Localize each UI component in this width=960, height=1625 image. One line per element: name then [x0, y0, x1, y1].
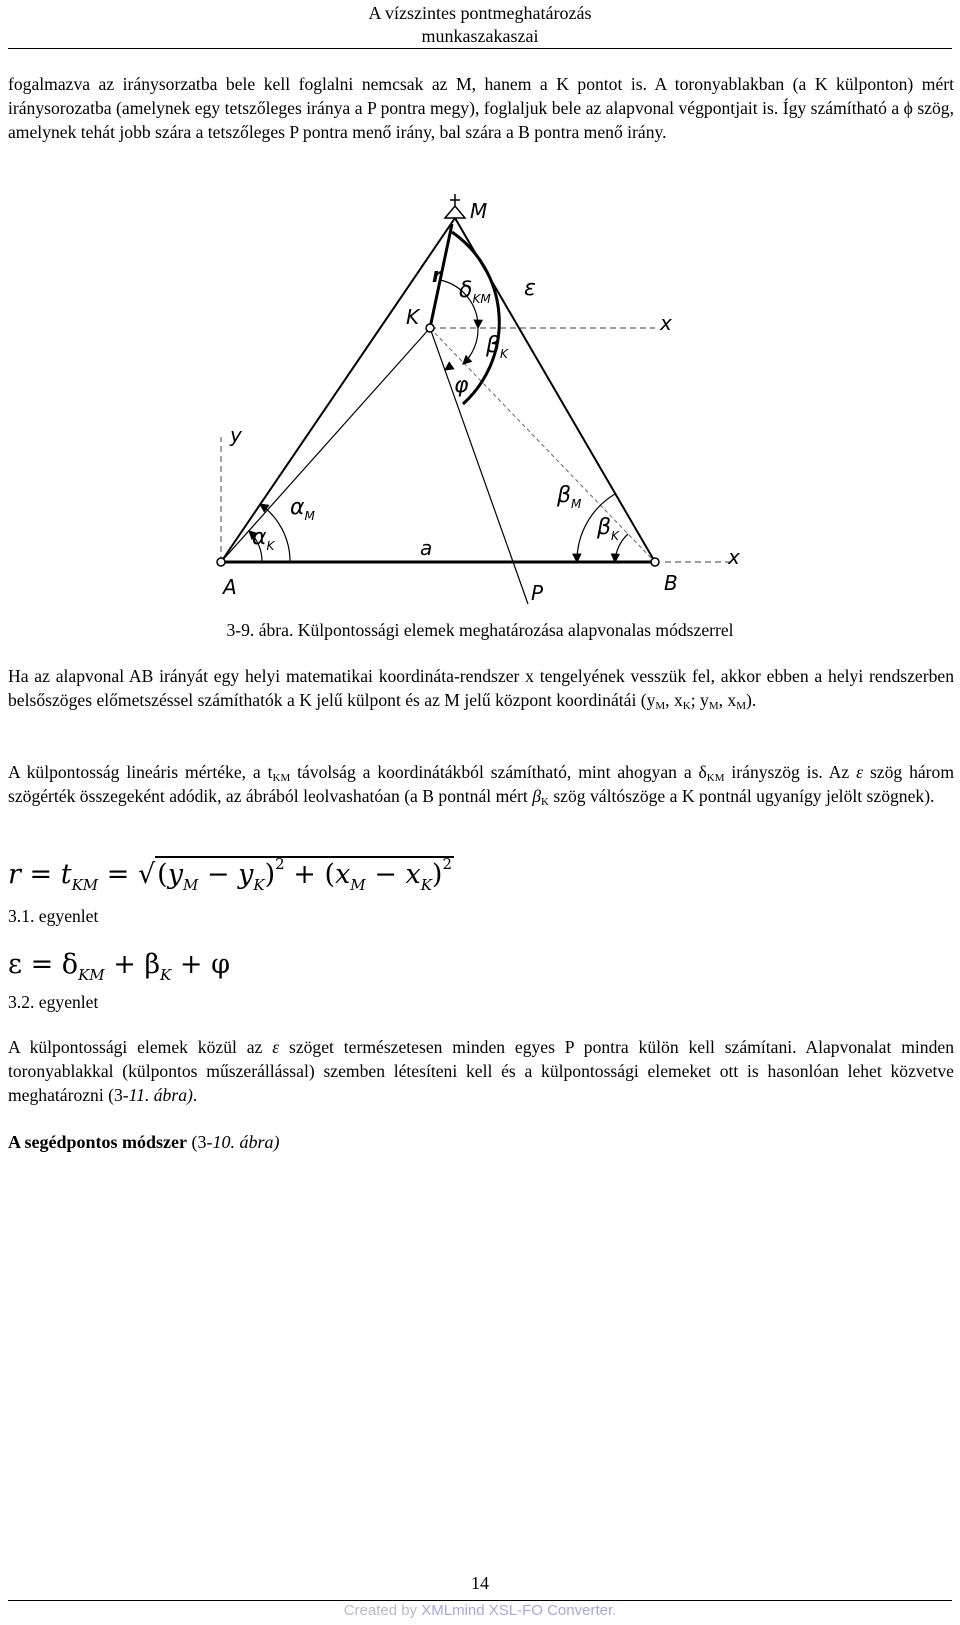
label-a-lower: a [420, 536, 433, 560]
label-x: x [728, 545, 740, 569]
label-b: B [664, 571, 678, 595]
label-p: P [531, 581, 544, 605]
equation-3-2-label: 3.2. egyenlet [8, 992, 99, 1012]
header-divider [8, 48, 952, 49]
square-root: $(y_M - y_K)^2 + (x_M - x_K)^2$ [157, 855, 452, 894]
page-header [0, 0, 960, 48]
label-delta: $\delta_{KM}$ [459, 278, 491, 306]
label-epsilon: ε [524, 276, 536, 301]
label-beta-k-bottom: $\beta_K$ [597, 515, 619, 543]
phi-arc [445, 367, 450, 370]
line-a-m [221, 218, 455, 562]
beta-k-arc-k [463, 328, 478, 364]
section-heading: A segédpontos módszer (3-10. ábra) [8, 1132, 280, 1152]
label-phi: φ [454, 373, 469, 398]
label-a: A [223, 575, 237, 599]
credit-link[interactable]: XMLmind XSL-FO Converter [421, 1602, 613, 1619]
paragraph-method-note: A külpontossági elemek közül az ε szöget természetesen minden egyes P pontra külön kell számítani. Alapvonalat minden toronyablakkal (külpontos műszerállással) szemben létesíteni kell és a külpontossági elemeket ott is hasonlóan lehet közvetve meghatározni (3-11. ábra). [8, 1037, 954, 1105]
point-b [651, 558, 659, 566]
label-r: r [432, 263, 442, 287]
header-title-line1: A vízszintes pontmeghatározás [368, 3, 592, 23]
page-number: 14 [471, 1573, 489, 1593]
label-beta-k-top: $\beta_K$ [486, 333, 508, 361]
label-beta-m: $\beta_M$ [557, 483, 582, 511]
equation-3-1-label: 3.1. egyenlet [8, 906, 99, 926]
paragraph-eccentricity: A külpontosság lineáris mértéke, a $t_{KM}$ távolság a koordinátákból számítható, mint ahogyan a $\delta_{KM}$ irányszög is. Az ε szög három szögérték összegeként adódik, az ábrából leolvashatóan (a B pontnál mért $\beta_K$ szög váltószöge a K pontnál ugyanígy jelölt szögnek). [8, 762, 955, 808]
header-title-line2: munkaszakaszai [421, 26, 539, 46]
label-y: y [230, 423, 242, 447]
label-k-x: x [660, 311, 672, 335]
point-a [217, 558, 225, 566]
figure-caption: 3-9. ábra. Külpontossági elemek meghatározása alapvonalas módszerrel [226, 620, 734, 640]
label-k: K [406, 305, 420, 329]
label-m: M [470, 199, 488, 223]
paragraph-coordinates: Ha az alapvonal AB irányát egy helyi matematikai koordináta-rendszer x tengelyének vesszük fel, akkor ebben a helyi rendszerben belsőszöges előmetszéssel számíthatók a K jelű külpont és az M jelű központ koordinátái ($y_M$, $x_K$; $y_M$, $x_M$). [8, 666, 954, 712]
equation-3-1: $r = t_{KM} = √(y_M - y_K)^2 + (x_M - x_K)^2$ [8, 855, 452, 894]
station-m-icon [445, 194, 465, 218]
intro-paragraph: fogalmazva az iránysorzatba bele kell foglalni nemcsak az M, hanem a K pontot is. A toronyablakban (a K külponton) mért iránysorozatba (amelynek egy tetszőleges iránya a P pontra megy), foglaljuk bele az alapvonal végpontjait is. Így számítható a ϕ szög, amelynek tehát jobb szára a tetszőleges P pontra menő irány, bal szára a B pontra menő irány. [8, 74, 954, 142]
footer-divider [8, 1600, 952, 1601]
point-k [426, 324, 434, 332]
equation-3-2: $\varepsilon = \delta_{KM} + \beta_K + \varphi$ [8, 949, 230, 984]
footer-credit: Created by XMLmind XSL-FO Converter. [343, 1602, 617, 1619]
label-alpha-m: $\alpha_M$ [290, 495, 315, 523]
figure-3-9 [0, 192, 960, 612]
label-alpha-k: $\alpha_K$ [252, 525, 275, 553]
